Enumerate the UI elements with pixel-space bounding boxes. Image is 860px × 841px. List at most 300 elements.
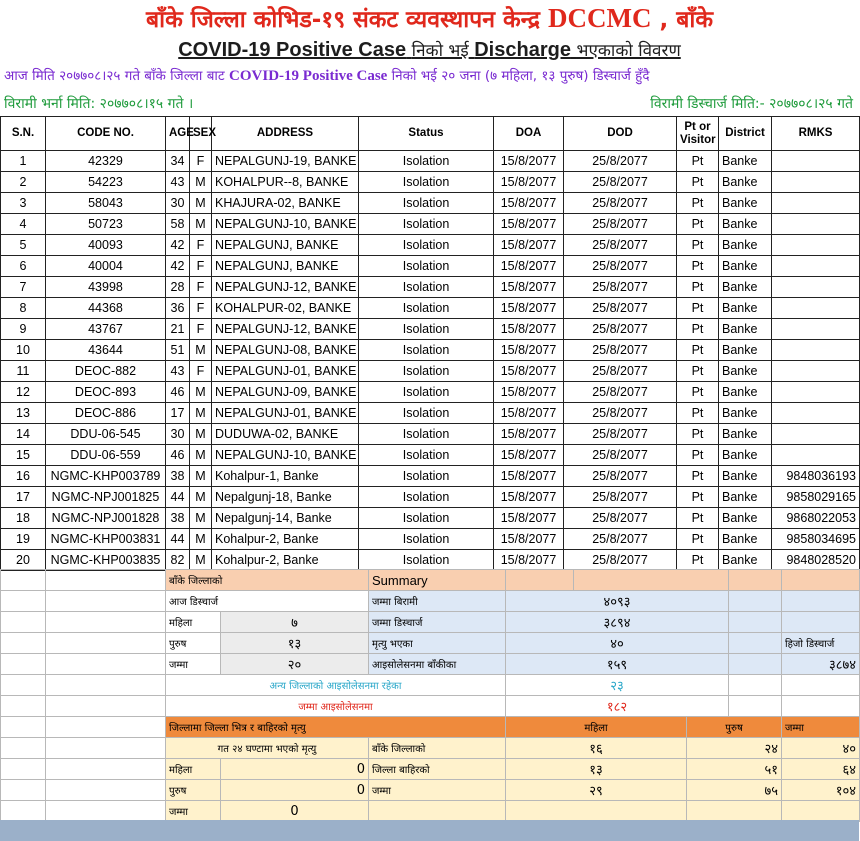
report-title xyxy=(0,2,859,34)
row-age: 38 xyxy=(166,466,190,487)
row-pt-visitor: Pt xyxy=(677,277,719,298)
row-dod: 25/8/2077 xyxy=(564,214,677,235)
title-dccmc: DCCMC xyxy=(548,3,652,33)
table-row xyxy=(1,487,860,508)
row-age: 28 xyxy=(166,277,190,298)
row-rmks xyxy=(772,361,860,382)
table-row xyxy=(1,214,860,235)
row-code: DDU-06-545 xyxy=(46,424,166,445)
row-status: Isolation xyxy=(359,277,494,298)
other-district-label: अन्य जिल्लाको आइसोलेसनमा रहेका xyxy=(166,675,506,696)
row-sex: M xyxy=(190,550,212,571)
row-rmks xyxy=(772,235,860,256)
row-sex: M xyxy=(190,172,212,193)
table-row xyxy=(1,235,860,256)
row-pt-visitor: Pt xyxy=(677,445,719,466)
row-sn: 8 xyxy=(1,298,46,319)
row-pt-visitor: Pt xyxy=(677,256,719,277)
row-sn: 12 xyxy=(1,382,46,403)
death-sum-female: २९ xyxy=(506,780,687,801)
row-dod: 25/8/2077 xyxy=(564,361,677,382)
row-address: NEPALGUNJ, BANKE xyxy=(212,256,359,277)
banke-label: बाँके जिल्लाको xyxy=(166,570,369,591)
row-sn: 20 xyxy=(1,550,46,571)
death-col-total: जम्मा xyxy=(782,717,860,738)
table-row xyxy=(1,319,860,340)
col-code: CODE NO. xyxy=(46,117,166,151)
row-district: Banke xyxy=(719,193,772,214)
row-address: Kohalpur-1, Banke xyxy=(212,466,359,487)
death-col-male: पुरुष xyxy=(687,717,782,738)
row-dod: 25/8/2077 xyxy=(564,172,677,193)
row-code: 43998 xyxy=(46,277,166,298)
row-age: 42 xyxy=(166,256,190,277)
row-doa: 15/8/2077 xyxy=(494,445,564,466)
row-sn: 18 xyxy=(1,508,46,529)
row-pt-visitor: Pt xyxy=(677,508,719,529)
last24-label: गत २४ घण्टामा भएको मृत्यु xyxy=(166,738,369,759)
row-sex: F xyxy=(190,277,212,298)
last24-female-value: 0 xyxy=(221,759,369,780)
row-sex: M xyxy=(190,403,212,424)
row-rmks xyxy=(772,277,860,298)
row-code: NGMC-KHP003831 xyxy=(46,529,166,550)
table-row xyxy=(1,466,860,487)
row-status: Isolation xyxy=(359,466,494,487)
row-district: Banke xyxy=(719,382,772,403)
col-doa: DOA xyxy=(494,117,564,151)
row-district: Banke xyxy=(719,445,772,466)
today-discharge-label: आज डिस्चार्ज xyxy=(166,591,369,612)
row-age: 46 xyxy=(166,445,190,466)
female-value: ७ xyxy=(221,612,369,633)
row-pt-visitor: Pt xyxy=(677,340,719,361)
row-district: Banke xyxy=(719,424,772,445)
row-dod: 25/8/2077 xyxy=(564,466,677,487)
row-dod: 25/8/2077 xyxy=(564,277,677,298)
last24-total-label: जम्मा xyxy=(166,801,221,822)
row-pt-visitor: Pt xyxy=(677,529,719,550)
discharge-table xyxy=(0,116,860,571)
row-doa: 15/8/2077 xyxy=(494,382,564,403)
row-code: 43767 xyxy=(46,319,166,340)
row-address: NEPALGUNJ-12, BANKE xyxy=(212,277,359,298)
banke-death-female: १६ xyxy=(506,738,687,759)
row-rmks xyxy=(772,319,860,340)
today-total-label: जम्मा xyxy=(166,654,221,675)
row-doa: 15/8/2077 xyxy=(494,256,564,277)
male-label: पुरुष xyxy=(166,633,221,654)
row-doa: 15/8/2077 xyxy=(494,277,564,298)
death-col-female: महिला xyxy=(506,717,687,738)
table-row xyxy=(1,277,860,298)
deaths-label: मृत्यु भएका xyxy=(369,633,506,654)
row-address: NEPALGUNJ-01, BANKE xyxy=(212,361,359,382)
row-status: Isolation xyxy=(359,445,494,466)
summary-line-part: आज मिति २०७७०८।२५ गते बाँके जिल्ला बाट xyxy=(4,68,225,84)
row-code: 44368 xyxy=(46,298,166,319)
row-sex: F xyxy=(190,235,212,256)
table-row xyxy=(1,151,860,172)
row-pt-visitor: Pt xyxy=(677,298,719,319)
col-address: ADDRESS xyxy=(212,117,359,151)
row-pt-visitor: Pt xyxy=(677,319,719,340)
row-status: Isolation xyxy=(359,172,494,193)
row-pt-visitor: Pt xyxy=(677,172,719,193)
row-dod: 25/8/2077 xyxy=(564,550,677,571)
row-rmks xyxy=(772,151,860,172)
row-age: 43 xyxy=(166,172,190,193)
discharge-date: विरामी डिस्चार्ज मिति:- २०७७०८।२५ गते xyxy=(650,96,853,112)
row-dod: 25/8/2077 xyxy=(564,319,677,340)
row-sex: F xyxy=(190,256,212,277)
row-address: Kohalpur-2, Banke xyxy=(212,550,359,571)
summary-line-part: COVID-19 Positive Case xyxy=(229,68,388,84)
row-age: 43 xyxy=(166,361,190,382)
row-dod: 25/8/2077 xyxy=(564,508,677,529)
row-pt-visitor: Pt xyxy=(677,403,719,424)
row-pt-visitor: Pt xyxy=(677,235,719,256)
row-sn: 6 xyxy=(1,256,46,277)
row-sex: F xyxy=(190,298,212,319)
row-pt-visitor: Pt xyxy=(677,214,719,235)
remaining-label: आइसोलेसनमा बाँकीका xyxy=(369,654,506,675)
death-sum-total: १०४ xyxy=(782,780,860,801)
death-sum-label: जम्मा xyxy=(369,780,506,801)
death-sum-male: ७५ xyxy=(687,780,782,801)
subtitle-discharge: Discharge xyxy=(474,39,571,61)
row-sex: M xyxy=(190,508,212,529)
row-sn: 11 xyxy=(1,361,46,382)
row-doa: 15/8/2077 xyxy=(494,214,564,235)
row-address: NEPALGUNJ-10, BANKE xyxy=(212,214,359,235)
row-rmks xyxy=(772,382,860,403)
row-sn: 17 xyxy=(1,487,46,508)
row-rmks: 9848028520 xyxy=(772,550,860,571)
table-row xyxy=(1,172,860,193)
table-row xyxy=(1,361,860,382)
outside-death-female: १३ xyxy=(506,759,687,780)
row-rmks: 9868022053 xyxy=(772,508,860,529)
banke-death-total: ४० xyxy=(782,738,860,759)
row-rmks xyxy=(772,424,860,445)
table-row xyxy=(1,403,860,424)
row-code: 50723 xyxy=(46,214,166,235)
row-age: 30 xyxy=(166,424,190,445)
row-district: Banke xyxy=(719,298,772,319)
row-dod: 25/8/2077 xyxy=(564,529,677,550)
row-status: Isolation xyxy=(359,361,494,382)
row-sex: F xyxy=(190,361,212,382)
old-discharge-value: ३८७४ xyxy=(782,654,860,675)
row-address: Nepalgunj-18, Banke xyxy=(212,487,359,508)
row-pt-visitor: Pt xyxy=(677,466,719,487)
row-age: 42 xyxy=(166,235,190,256)
row-rmks xyxy=(772,256,860,277)
row-pt-visitor: Pt xyxy=(677,361,719,382)
row-doa: 15/8/2077 xyxy=(494,193,564,214)
row-doa: 15/8/2077 xyxy=(494,361,564,382)
total-discharge-value: ३८९४ xyxy=(506,612,729,633)
col-age: AGE xyxy=(166,117,190,151)
subtitle-recovered: निको भई xyxy=(411,41,469,61)
row-code: NGMC-KHP003835 xyxy=(46,550,166,571)
row-doa: 15/8/2077 xyxy=(494,235,564,256)
row-status: Isolation xyxy=(359,529,494,550)
total-isolation-label: जम्मा आइसोलेसनमा xyxy=(166,696,506,717)
table-row xyxy=(1,508,860,529)
row-sn: 5 xyxy=(1,235,46,256)
table-header-row xyxy=(1,117,860,151)
row-code: 54223 xyxy=(46,172,166,193)
row-status: Isolation xyxy=(359,151,494,172)
col-rmks: RMKS xyxy=(772,117,860,151)
row-age: 34 xyxy=(166,151,190,172)
row-district: Banke xyxy=(719,319,772,340)
row-age: 30 xyxy=(166,193,190,214)
row-code: 43644 xyxy=(46,340,166,361)
row-district: Banke xyxy=(719,403,772,424)
row-doa: 15/8/2077 xyxy=(494,172,564,193)
table-row xyxy=(1,382,860,403)
row-sn: 2 xyxy=(1,172,46,193)
row-doa: 15/8/2077 xyxy=(494,298,564,319)
row-sex: M xyxy=(190,466,212,487)
row-rmks: 9858034695 xyxy=(772,529,860,550)
row-sn: 19 xyxy=(1,529,46,550)
row-rmks xyxy=(772,172,860,193)
row-pt-visitor: Pt xyxy=(677,487,719,508)
female-label: महिला xyxy=(166,612,221,633)
table-row xyxy=(1,550,860,571)
deaths-value: ४० xyxy=(506,633,729,654)
row-sn: 1 xyxy=(1,151,46,172)
row-sn: 4 xyxy=(1,214,46,235)
row-pt-visitor: Pt xyxy=(677,382,719,403)
row-age: 17 xyxy=(166,403,190,424)
row-status: Isolation xyxy=(359,487,494,508)
row-status: Isolation xyxy=(359,298,494,319)
row-address: NEPALGUNJ-12, BANKE xyxy=(212,319,359,340)
row-status: Isolation xyxy=(359,424,494,445)
row-doa: 15/8/2077 xyxy=(494,487,564,508)
other-district-value: २३ xyxy=(506,675,729,696)
row-sex: M xyxy=(190,487,212,508)
row-doa: 15/8/2077 xyxy=(494,466,564,487)
row-district: Banke xyxy=(719,361,772,382)
row-code: DEOC-882 xyxy=(46,361,166,382)
row-address: KOHALPUR-02, BANKE xyxy=(212,298,359,319)
footer-bar xyxy=(0,820,859,841)
row-status: Isolation xyxy=(359,193,494,214)
table-row xyxy=(1,256,860,277)
row-sn: 9 xyxy=(1,319,46,340)
table-row xyxy=(1,445,860,466)
row-sex: M xyxy=(190,193,212,214)
row-age: 44 xyxy=(166,487,190,508)
row-dod: 25/8/2077 xyxy=(564,193,677,214)
row-sn: 3 xyxy=(1,193,46,214)
row-code: DEOC-893 xyxy=(46,382,166,403)
row-district: Banke xyxy=(719,487,772,508)
row-district: Banke xyxy=(719,277,772,298)
row-code: NGMC-KHP003789 xyxy=(46,466,166,487)
today-total-value: २० xyxy=(221,654,369,675)
row-district: Banke xyxy=(719,256,772,277)
row-address: KOHALPUR--8, BANKE xyxy=(212,172,359,193)
total-patients-label: जम्मा बिरामी xyxy=(369,591,506,612)
row-code: NGMC-NPJ001825 xyxy=(46,487,166,508)
subtitle-details: भएकाको विवरण xyxy=(576,41,681,61)
row-district: Banke xyxy=(719,172,772,193)
row-code: DDU-06-559 xyxy=(46,445,166,466)
row-doa: 15/8/2077 xyxy=(494,151,564,172)
row-age: 46 xyxy=(166,382,190,403)
row-dod: 25/8/2077 xyxy=(564,151,677,172)
row-status: Isolation xyxy=(359,508,494,529)
row-age: 58 xyxy=(166,214,190,235)
table-row xyxy=(1,340,860,361)
row-district: Banke xyxy=(719,235,772,256)
row-address: NEPALGUNJ-10, BANKE xyxy=(212,445,359,466)
row-status: Isolation xyxy=(359,550,494,571)
outside-death-male: ५१ xyxy=(687,759,782,780)
row-pt-visitor: Pt xyxy=(677,424,719,445)
row-sex: M xyxy=(190,214,212,235)
row-code: 40093 xyxy=(46,235,166,256)
row-address: NEPALGUNJ-19, BANKE xyxy=(212,151,359,172)
col-sn: S.N. xyxy=(1,117,46,151)
row-code: NGMC-NPJ001828 xyxy=(46,508,166,529)
row-dod: 25/8/2077 xyxy=(564,235,677,256)
col-district: District xyxy=(719,117,772,151)
outside-death-total: ६४ xyxy=(782,759,860,780)
row-age: 36 xyxy=(166,298,190,319)
row-status: Isolation xyxy=(359,256,494,277)
row-dod: 25/8/2077 xyxy=(564,445,677,466)
row-address: KHAJURA-02, BANKE xyxy=(212,193,359,214)
row-district: Banke xyxy=(719,214,772,235)
row-district: Banke xyxy=(719,340,772,361)
row-code: 42329 xyxy=(46,151,166,172)
row-doa: 15/8/2077 xyxy=(494,508,564,529)
row-rmks xyxy=(772,193,860,214)
row-doa: 15/8/2077 xyxy=(494,529,564,550)
subtitle-case: COVID-19 Positive Case xyxy=(178,39,407,61)
row-dod: 25/8/2077 xyxy=(564,382,677,403)
banke-death-male: २४ xyxy=(687,738,782,759)
col-sex: SEX xyxy=(190,117,212,151)
row-age: 38 xyxy=(166,508,190,529)
row-sn: 14 xyxy=(1,424,46,445)
table-row xyxy=(1,424,860,445)
row-code: 58043 xyxy=(46,193,166,214)
row-doa: 15/8/2077 xyxy=(494,550,564,571)
row-district: Banke xyxy=(719,529,772,550)
summary-table xyxy=(0,569,860,822)
row-dod: 25/8/2077 xyxy=(564,256,677,277)
row-pt-visitor: Pt xyxy=(677,151,719,172)
remaining-value: १५९ xyxy=(506,654,729,675)
row-status: Isolation xyxy=(359,319,494,340)
row-doa: 15/8/2077 xyxy=(494,319,564,340)
row-rmks xyxy=(772,340,860,361)
row-rmks xyxy=(772,445,860,466)
table-row xyxy=(1,529,860,550)
row-rmks: 9848036193 xyxy=(772,466,860,487)
row-sex: M xyxy=(190,340,212,361)
row-pt-visitor: Pt xyxy=(677,550,719,571)
col-status: Status xyxy=(359,117,494,151)
outside-death-label: जिल्ला बाहिरको xyxy=(369,759,506,780)
row-doa: 15/8/2077 xyxy=(494,424,564,445)
row-doa: 15/8/2077 xyxy=(494,340,564,361)
row-age: 82 xyxy=(166,550,190,571)
row-rmks xyxy=(772,214,860,235)
row-address: Nepalgunj-14, Banke xyxy=(212,508,359,529)
row-sn: 13 xyxy=(1,403,46,424)
row-sex: M xyxy=(190,382,212,403)
row-rmks xyxy=(772,403,860,424)
row-address: NEPALGUNJ-01, BANKE xyxy=(212,403,359,424)
row-address: DUDUWA-02, BANKE xyxy=(212,424,359,445)
report-header xyxy=(0,0,859,115)
total-discharge-label: जम्मा डिस्चार्ज xyxy=(369,612,506,633)
row-district: Banke xyxy=(719,550,772,571)
row-status: Isolation xyxy=(359,382,494,403)
row-doa: 15/8/2077 xyxy=(494,403,564,424)
row-code: DEOC-886 xyxy=(46,403,166,424)
row-sex: M xyxy=(190,445,212,466)
row-status: Isolation xyxy=(359,235,494,256)
last24-total-value: 0 xyxy=(221,801,369,822)
col-dod: DOD xyxy=(564,117,677,151)
row-sex: M xyxy=(190,529,212,550)
row-dod: 25/8/2077 xyxy=(564,424,677,445)
row-address: NEPALGUNJ-09, BANKE xyxy=(212,382,359,403)
row-address: NEPALGUNJ-08, BANKE xyxy=(212,340,359,361)
row-district: Banke xyxy=(719,151,772,172)
report-summary-line xyxy=(4,66,859,85)
row-district: Banke xyxy=(719,508,772,529)
row-age: 44 xyxy=(166,529,190,550)
row-dod: 25/8/2077 xyxy=(564,487,677,508)
total-patients-value: ४०९३ xyxy=(506,591,729,612)
last24-female-label: महिला xyxy=(166,759,221,780)
male-value: १३ xyxy=(221,633,369,654)
summary-line-part: निको भई २० जना (७ महिला, १३ पुरुष) डिस्चार्ज हुँदै xyxy=(391,68,650,84)
row-code: 40004 xyxy=(46,256,166,277)
banke-death-label: बाँके जिल्लाको xyxy=(369,738,506,759)
old-discharge-label: हिजो डिस्चार्ज xyxy=(782,633,860,654)
total-isolation-value: १८२ xyxy=(506,696,729,717)
row-sn: 15 xyxy=(1,445,46,466)
row-sex: M xyxy=(190,424,212,445)
row-address: NEPALGUNJ, BANKE xyxy=(212,235,359,256)
row-status: Isolation xyxy=(359,340,494,361)
row-age: 21 xyxy=(166,319,190,340)
report-subtitle xyxy=(0,38,859,62)
row-sex: F xyxy=(190,151,212,172)
row-sn: 7 xyxy=(1,277,46,298)
row-dod: 25/8/2077 xyxy=(564,298,677,319)
last24-male-label: पुरुष xyxy=(166,780,221,801)
row-status: Isolation xyxy=(359,403,494,424)
row-address: Kohalpur-2, Banke xyxy=(212,529,359,550)
row-age: 51 xyxy=(166,340,190,361)
row-sn: 10 xyxy=(1,340,46,361)
row-status: Isolation xyxy=(359,214,494,235)
